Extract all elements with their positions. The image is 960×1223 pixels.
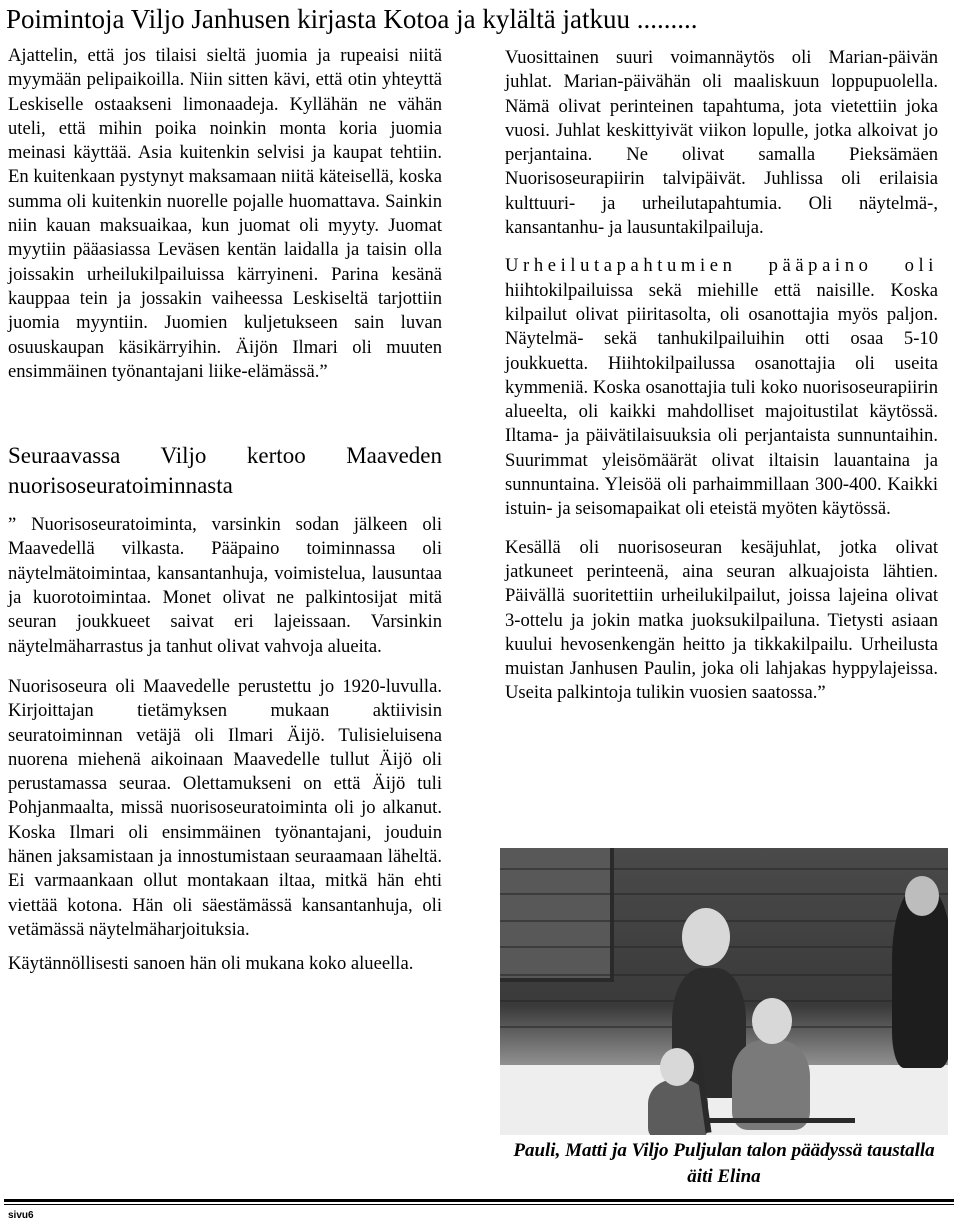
page-title: Poimintoja Viljo Janhusen kirjasta Kotoa ja kylältä jatkuu ......... — [6, 4, 698, 34]
right-paragraph-1: Vuosittainen suuri voimannäytös oli Marian-päivän juhlat. Marian-päivähän oli maaliskuun loppupuolella. Nämä olivat perinteinen tapahtuma, jota vietettiin joka vuosi. Juhlat keskittyivät viikon lopulle, jotka alkoivat jo perjantaina. Ne olivat samalla Pieksämäen Nuorisoseurapiirin talvipäivät. Juhlissa oli erilaisia kulttuuri- ja urheilutapahtumia. Oli näytelmä-, kansantanhu- ja lausuntakilpailuja. — [505, 47, 938, 239]
section-heading: Seuraavassa Viljo kertoo Maaveden nuorisoseuratoiminnasta — [8, 443, 442, 499]
footer-rule — [4, 1199, 954, 1202]
left-paragraph-1: Ajattelin, että jos tilaisi sieltä juomia ja rupeaisi niitä myymään pelipaikoilla. Niin sitten kävi, että otin yhteyttä Leskiselle ostaakseni limonaadeja. Kyllähän ne vähän uteli, että mihin poika noinkin monta koria juomia meinasi käyttää. Asia kuitenkin selvisi ja kaupat tehtiin. En kuitenkaan pystynyt maksamaan niitä käteisellä, koska summa oli kuitenkin nuorelle pojalle huomattava. Sainkin niin kauan maksuaikaa, kun juomat oli myyty. Juomat myytiin pääasiassa Leväsen kentän laidalla ja taisin olla joissakin urheilukilpailuissa kärryineni. Parina kesänä kauppaa tein ja jossakin vaiheessa Leskiseltä tarjottiin juomia myyntiin. Juomien kuljetukseen sain luvan osuuskaupan käsikärryihin. Äijön Ilmari oli muuten ensimmäinen työnantajani liike-elämässä.” — [8, 45, 442, 382]
right-column — [505, 46, 938, 706]
right-paragraph-3: Kesällä oli nuorisoseuran kesäjuhlat, jotka olivat jatkuneet perinteenä, aina seuran alkuajoista lähtien. Päivällä suoritettiin urheilukilpailut, joissa lajeina olivat 3-ottelu ja jokin matka juoksukilpailuna. Tietysti asiaan kuului hevosenkengän heitto ja tikkakilpailu. Urheilusta muistan Janhusen Paulin, joka oli lahjakas hyppylajeissa. Useita palkintoja tulikin vuosien saatossa.” — [505, 536, 938, 704]
right-paragraph-2 — [505, 254, 938, 521]
family-photo — [500, 848, 948, 1135]
photo-figure-boy-2 — [732, 1040, 810, 1130]
left-column — [8, 44, 442, 977]
right-paragraph-2-lead: Urheilutapahtumien pääpaino oli — [505, 255, 938, 277]
photo-caption: Pauli, Matti ja Viljo Puljulan talon päädyssä taustalla äiti Elina — [513, 1140, 935, 1187]
page-number: sivu6 — [8, 1210, 34, 1221]
footer-rule-thin — [4, 1204, 954, 1205]
left-paragraph-2: ” Nuorisoseuratoiminta, varsinkin sodan jälkeen oli Maavedellä vilkasta. Pääpaino toiminnassa oli näytelmätoimintaa, kansantanhuja, voimistelua, lausuntaa ja kuorotoimintaa. Monet olivat ne palkintosijat mitä seuran joukkueet saivat eri lajeissaan. Varsinkin näytelmäharrastus ja tanhut olivat vahvoja alueita. — [8, 514, 442, 657]
left-paragraph-4: Käytännöllisesti sanoen hän oli mukana koko alueella. — [8, 953, 414, 975]
left-paragraph-3: Nuorisoseura oli Maavedelle perustettu jo 1920-luvulla. Kirjoittajan tietämyksen mukaan aktiivisin seuratoiminnan vetäjä oli Ilmari Äijö. Tulisieluisena nuorena miehenä aikoinaan Maavedelle tullut Äijö oli perustamassa seuraa. Olettamukseni on että Äijö tuli Pohjanmaalta, missä nuorisoseuratoiminta oli jo alkanut. Koska Ilmari oli ensimmäinen työnantajani, jouduin hänen jaksamistaan ja innostumistaan seuraamaan läheltä. Ei varmaankaan ollut montakaan iltaa, mitkä hän ehti viettää kotona. Hän oli säestämässä kansantanhuja, oli vetämässä näytelmäharjoituksia. — [8, 675, 442, 940]
right-paragraph-2-rest: hiihtokilpailuissa sekä miehille että naisille. Koska kilpailut olivat piiritasolta, oli osanottajia myös paljon. Näytelmä- sekä tanhukilpailuihin otti osaa 5-10 joukkuetta. Hiihtokilpailussa osanottajia oli useita kymmeniä. Koska osanottajia tuli koko nuorisoseurapiirin alueelta, oli kaikki mahdolliset majoitustilat käytössä. Iltama- ja päivätilaisuuksia oli perjantaista sunnuntaihin. Suurimmat yleisömäärät olivat iltaisin lauantaina ja sunnuntaina. Yleisöä oli parhaimmillaan 300-400. Kaikki istuin- ja seisomapaikat oli eteistä myöten käytössä. — [505, 279, 938, 520]
